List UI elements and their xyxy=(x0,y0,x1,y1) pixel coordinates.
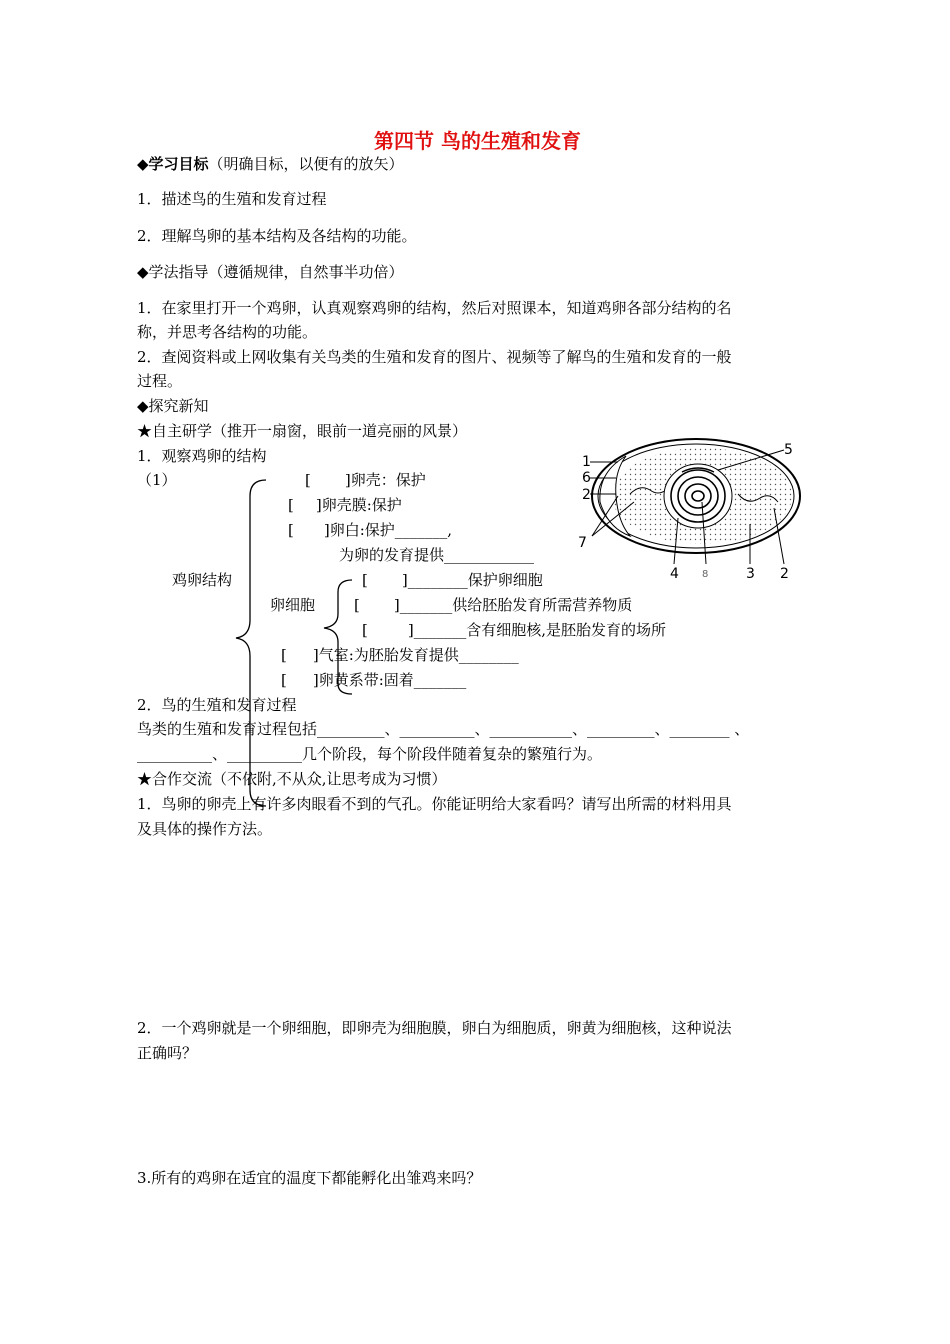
cooperate-q1-line2: 及具体的操作方法。 xyxy=(137,820,273,838)
structure-row-shell: [ ]卵壳：保护 xyxy=(305,471,426,489)
question-egg-structure: 1．观察鸡卵的结构 xyxy=(137,447,267,465)
explore-heading: ◆探究新知 xyxy=(137,397,209,415)
goal-item: 2．理解鸟卵的基本结构及各结构的功能。 xyxy=(137,227,417,245)
cooperate-heading: ★合作交流（不依附,不从众,让思考成为习惯） xyxy=(137,770,447,788)
structure-row-cell-3: [ ]_______含有细胞核,是胚胎发育的场所 xyxy=(362,621,666,639)
cooperate-q2-line2: 正确吗？ xyxy=(137,1044,198,1062)
question-reproduction: 2．鸟的生殖和发育过程 xyxy=(137,696,297,714)
method-heading: ◆学法指导（遵循规律，自然事半功倍） xyxy=(137,263,404,281)
egg-white-text-2: 为卵的发育提供____________ xyxy=(339,546,535,564)
egg-white-text: 卵白:保护_______, xyxy=(329,521,453,539)
structure-row-cell-1: [ ]________保护卵细胞 xyxy=(362,571,543,589)
structure-row-white: [ ]卵白:保护_______, xyxy=(288,521,453,539)
method-item2-line2: 过程。 xyxy=(137,372,183,390)
page-title: 第四节 鸟的生殖和发育 xyxy=(374,129,581,153)
structure-row-shell-membrane: [ ]卵壳膜:保护 xyxy=(288,496,402,514)
method-item1-line1: 1．在家里打开一个鸡卵，认真观察鸡卵的结构，然后对照课本，知道鸡卵各部分结构的名 xyxy=(137,299,732,317)
egg-diagram xyxy=(578,432,808,582)
diagram-label: 3 xyxy=(746,566,755,582)
diagram-label: 4 xyxy=(670,566,679,582)
structure-row-cell-2: [ ]_______供给胚胎发育所需营养物质 xyxy=(354,596,633,614)
cooperate-q1-line1: 1．鸟卵的卵壳上有许多肉眼看不到的气孔。你能证明给大家看吗？请写出所需的材料用具 xyxy=(137,795,732,813)
diagram-label: 2 xyxy=(780,566,789,582)
diagram-label: 8 xyxy=(702,569,709,580)
method-item2-line1: 2．查阅资料或上网收集有关鸟类的生殖和发育的图片、视频等了解鸟的生殖和发育的一般 xyxy=(137,348,732,366)
cooperate-q3: 3.所有的鸡卵在适宜的温度下都能孵化出雏鸡来吗？ xyxy=(137,1169,482,1187)
egg-cell-label: 卵细胞 xyxy=(270,596,316,614)
reproduction-line1: 鸟类的生殖和发育过程包括_________、__________、___________、_________、________ 、 xyxy=(137,720,750,738)
shell-text: 卵壳：保护 xyxy=(350,471,426,489)
cooperate-q2-line1: 2．一个鸡卵就是一个卵细胞，即卵壳为细胞膜，卵白为细胞质，卵黄为细胞核，这种说法 xyxy=(137,1019,732,1037)
diagram-label: 7 xyxy=(578,535,587,551)
goals-note: （明确目标，以便有的放矢） xyxy=(208,155,404,173)
diagram-label: 6 xyxy=(582,470,591,486)
yolk-outer xyxy=(664,464,732,528)
goals-heading: ◆学习目标 xyxy=(137,155,209,173)
goal-item: 1．描述鸟的生殖和发育过程 xyxy=(137,190,327,208)
diagram-label: 1 xyxy=(582,454,591,470)
sub-question-number: （1） xyxy=(137,471,177,489)
diagram-label: 2 xyxy=(582,487,591,503)
self-study-heading: ★自主研学（推开一扇窗，眼前一道亮丽的风景） xyxy=(137,422,468,440)
structure-row-chalaza: [ ]卵黄系带:固着_______ xyxy=(281,671,467,689)
structure-row-air-chamber: [ ]气室:为胚胎发育提供________ xyxy=(281,646,519,664)
cell-brace xyxy=(324,580,352,694)
reproduction-line2: __________、__________几个阶段，每个阶段伴随着复杂的繁殖行为。 xyxy=(137,745,603,763)
shell-membrane-text: 卵壳膜:保护 xyxy=(321,496,402,514)
egg-structure-root: 鸡卵结构 xyxy=(172,571,233,589)
method-item1-line2: 称，并思考各结构的功能。 xyxy=(137,323,318,341)
diagram-label: 5 xyxy=(784,442,793,458)
